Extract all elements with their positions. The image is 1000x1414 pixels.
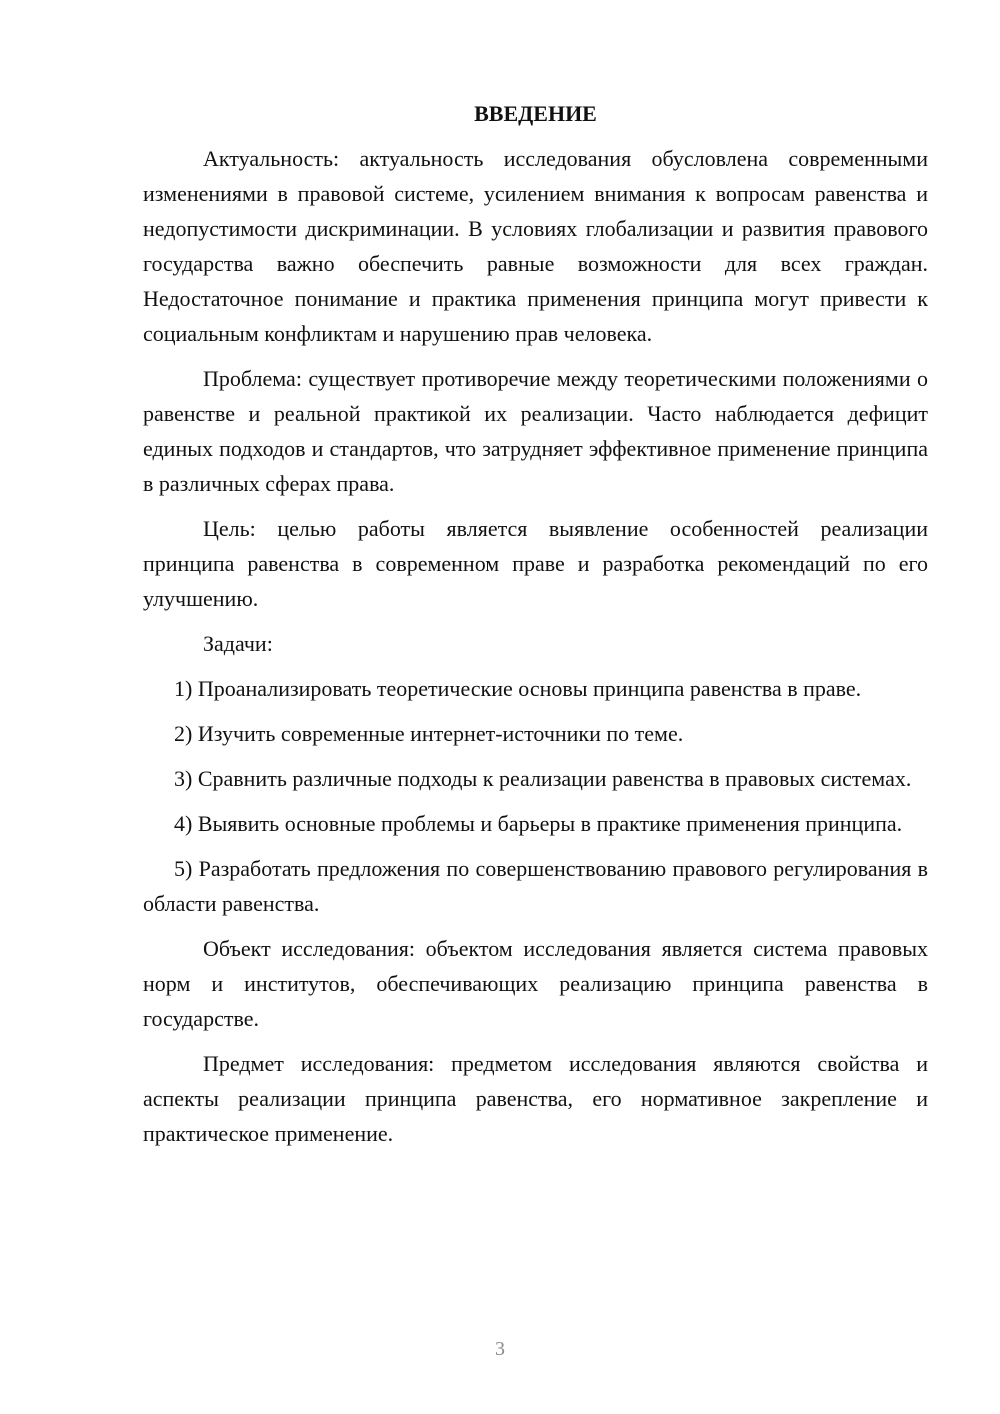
task-item-1: 1) Проанализировать теоретические основы принципа равенства в праве. — [174, 676, 862, 701]
task-item-2: 2) Изучить современные интернет-источники по теме. — [174, 721, 684, 746]
problem-paragraph: Проблема: существует противоречие между теоретическими положениями о равенстве и реальной практикой их реализации. Часто наблюдается дефицит единых подходов и стандартов, что затрудняет эффективное применение принципа в различных сферах права. — [143, 366, 928, 496]
task-item-5: 5) Разработать предложения по совершенствованию правового регулирования в области равенства. — [143, 856, 928, 916]
object-paragraph: Объект исследования: объектом исследования является система правовых норм и институтов, обеспечивающих реализацию принципа равенства в государстве. — [143, 936, 928, 1031]
page-title: ВВЕДЕНИЕ — [474, 101, 597, 126]
tasks-heading: Задачи: — [203, 631, 273, 656]
goal-paragraph: Цель: целью работы является выявление особенностей реализации принципа равенства в современном праве и разработка рекомендаций по его улучшению. — [143, 516, 928, 611]
task-item-3: 3) Сравнить различные подходы к реализации равенства в правовых системах. — [174, 766, 912, 791]
subject-paragraph: Предмет исследования: предметом исследования являются свойства и аспекты реализации принципа равенства, его нормативное закрепление и практическое применение. — [143, 1051, 928, 1146]
task-item-4: 4) Выявить основные проблемы и барьеры в практике применения принципа. — [174, 811, 903, 836]
relevance-paragraph: Актуальность: актуальность исследования обусловлена современными изменениями в правовой системе, усилением внимания к вопросам равенства и недопустимости дискриминации. В условиях глобализации и развития правового государства важно обеспечить равные возможности для всех граждан. Недостаточное понимание и практика применения принципа могут привести к социальным конфликтам и нарушению прав человека. — [143, 146, 928, 346]
page-number: 3 — [495, 1338, 505, 1360]
